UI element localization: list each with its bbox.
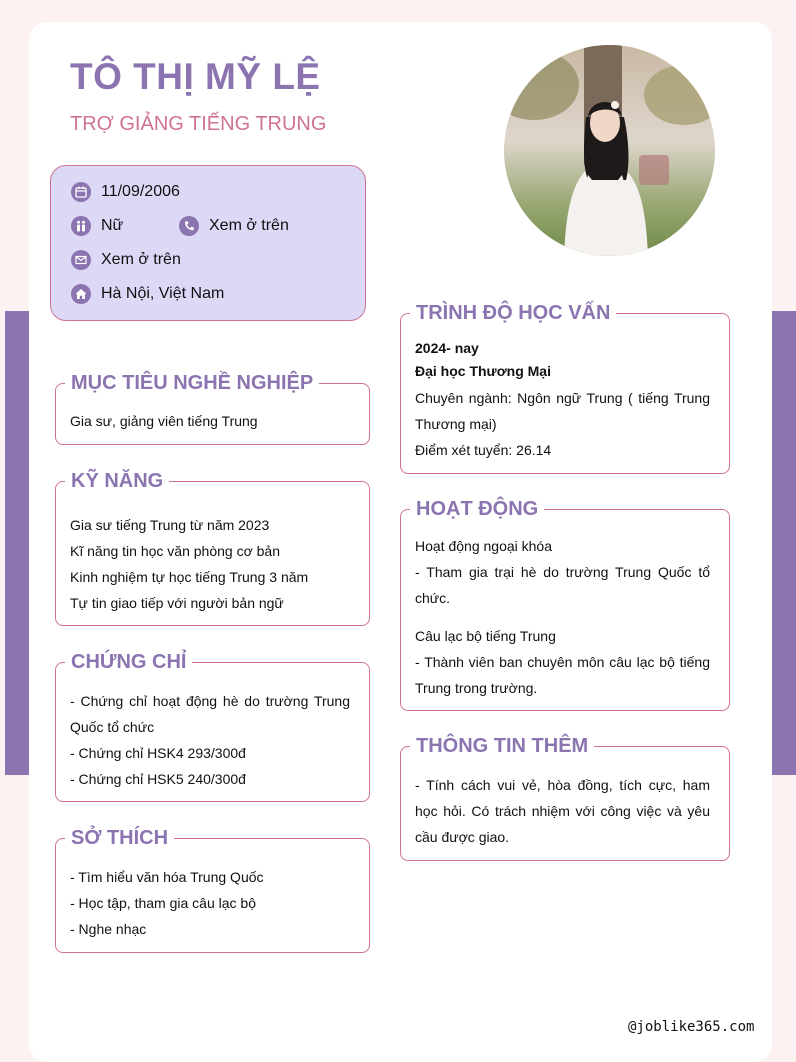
skills-list — [70, 512, 350, 616]
skill-item: Gia sư tiếng Trung từ năm 2023 — [70, 517, 270, 533]
certificate-item: - Chứng chỉ hoạt động hè do trường Trung Quốc tổ chức — [70, 693, 350, 735]
gender-text: Nữ — [101, 217, 124, 234]
activities-heading: HOẠT ĐỘNG — [410, 496, 544, 522]
activity-group-title: Hoạt động ngoại khóa — [415, 538, 552, 554]
additional-info-text: - Tính cách vui vẻ, hòa đồng, tích cực, ham học hỏi. Có trách nhiệm với công việc và yêu cầu được giao. — [415, 777, 710, 845]
calendar-icon — [71, 182, 91, 202]
certificate-item: - Chứng chỉ HSK5 240/300đ — [70, 771, 246, 787]
left-side-band — [5, 311, 30, 775]
address-row — [71, 284, 224, 304]
objective-text: Gia sư, giảng viên tiếng Trung — [70, 413, 258, 429]
additional-info-heading: THÔNG TIN THÊM — [410, 733, 594, 759]
skills-section — [55, 468, 370, 626]
additional-info-content — [415, 772, 710, 850]
objective-heading: MỤC TIÊU NGHỀ NGHIỆP — [65, 370, 319, 396]
skill-item: Tự tin giao tiếp với người bản ngữ — [70, 595, 284, 611]
mail-icon — [71, 250, 91, 270]
education-major: Chuyên ngành: Ngôn ngữ Trung ( tiếng Trung Thương mại) — [415, 390, 710, 432]
hobbies-heading: SỞ THÍCH — [65, 825, 174, 851]
objective-section — [55, 370, 370, 445]
email-row — [71, 250, 181, 270]
phone-icon — [179, 216, 199, 236]
phone-row — [179, 216, 289, 236]
education-period: 2024- nay — [415, 340, 479, 356]
education-content — [415, 337, 710, 463]
home-icon — [71, 284, 91, 304]
additional-info-section — [400, 733, 730, 861]
birthday-row — [71, 182, 180, 202]
right-side-band — [772, 311, 796, 775]
email-text[interactable]: Xem ở trên — [101, 251, 181, 268]
hobby-item: - Học tập, tham gia câu lạc bộ — [70, 895, 256, 911]
address-text: Hà Nội, Việt Nam — [101, 285, 225, 302]
job-title: TRỢ GIẢNG TIẾNG TRUNG — [70, 113, 327, 135]
hobby-item: - Nghe nhạc — [70, 921, 147, 937]
certificates-list — [70, 688, 350, 792]
certificates-heading: CHỨNG CHỈ — [65, 649, 192, 675]
skills-heading: KỸ NĂNG — [65, 468, 169, 494]
profile-photo-image — [504, 45, 715, 256]
education-score: Điểm xét tuyển: 26.14 — [415, 442, 552, 458]
watermark-text: @joblike365.com — [628, 1019, 755, 1035]
activities-section — [400, 496, 730, 711]
candidate-name: TÔ THỊ MỸ LỆ — [70, 56, 321, 97]
contact-card — [50, 165, 366, 321]
objective-content — [70, 408, 350, 434]
gender-icon — [71, 216, 91, 236]
hobby-item: - Tìm hiểu văn hóa Trung Quốc — [70, 869, 264, 885]
gender-row — [71, 216, 123, 236]
hobbies-section — [55, 825, 370, 953]
skill-item: Kinh nghiệm tự học tiếng Trung 3 năm — [70, 569, 309, 585]
activity-group-text: - Tham gia trại hè do trường Trung Quốc tổ chức. — [415, 564, 710, 606]
skill-item: Kĩ năng tin học văn phòng cơ bản — [70, 543, 280, 559]
hobbies-list — [70, 864, 350, 942]
education-school: Đại học Thương Mại — [415, 363, 551, 379]
activity-group-text: - Thành viên ban chuyên môn câu lạc bộ tiếng Trung trong trường. — [415, 654, 710, 696]
profile-photo — [504, 45, 715, 256]
phone-text[interactable]: Xem ở trên — [209, 217, 289, 234]
birthday-text: 11/09/2006 — [101, 183, 180, 200]
education-section — [400, 300, 730, 474]
education-heading: TRÌNH ĐỘ HỌC VẤN — [410, 300, 616, 326]
activity-group-title: Câu lạc bộ tiếng Trung — [415, 628, 556, 644]
certificate-item: - Chứng chỉ HSK4 293/300đ — [70, 745, 246, 761]
certificates-section — [55, 649, 370, 802]
activities-content — [415, 533, 710, 701]
